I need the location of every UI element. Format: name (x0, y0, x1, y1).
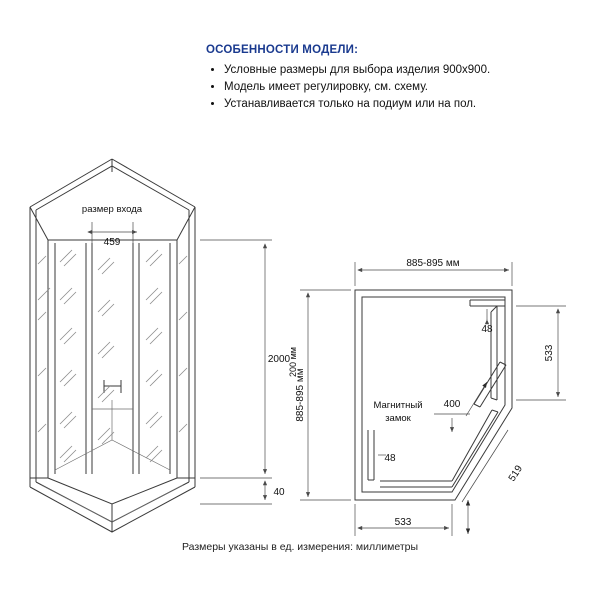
features-title: ОСОБЕННОСТИ МОДЕЛИ: (206, 44, 359, 56)
top-view (295, 258, 566, 536)
base-dim-value: 40 (273, 487, 285, 498)
lock-label-line1: Магнитный (373, 400, 423, 411)
top-width-dim: 885-895 мм (406, 258, 460, 269)
dim-48-top: 48 (481, 324, 493, 335)
perspective-view (30, 159, 298, 532)
list-item: • Модель имеет регулировку, см. схему. (224, 79, 566, 96)
left-depth-dim: 885-895 мм (295, 368, 306, 422)
height-dim-value: 2000 (267, 354, 291, 365)
dim-400: 400 (443, 399, 461, 410)
lock-label-line2: замок (385, 413, 411, 424)
height-dim-unit: 200 мм (288, 347, 298, 377)
entrance-dim-value: 459 (103, 237, 121, 248)
footer-note: Размеры указаны в ед. измерения: миллиметры (181, 541, 419, 553)
list-item: • Условные размеры для выбора изделия 900х900. (224, 62, 566, 79)
right-533-dim: 533 (544, 344, 555, 362)
entrance-label: размер входа (81, 204, 143, 215)
dim-519: 519 (506, 463, 526, 484)
list-item: • Устанавливается только на подиум или на пол. (224, 96, 566, 113)
dim-48-left: 48 (384, 453, 396, 464)
dim-533-bottom: 533 (394, 517, 412, 528)
